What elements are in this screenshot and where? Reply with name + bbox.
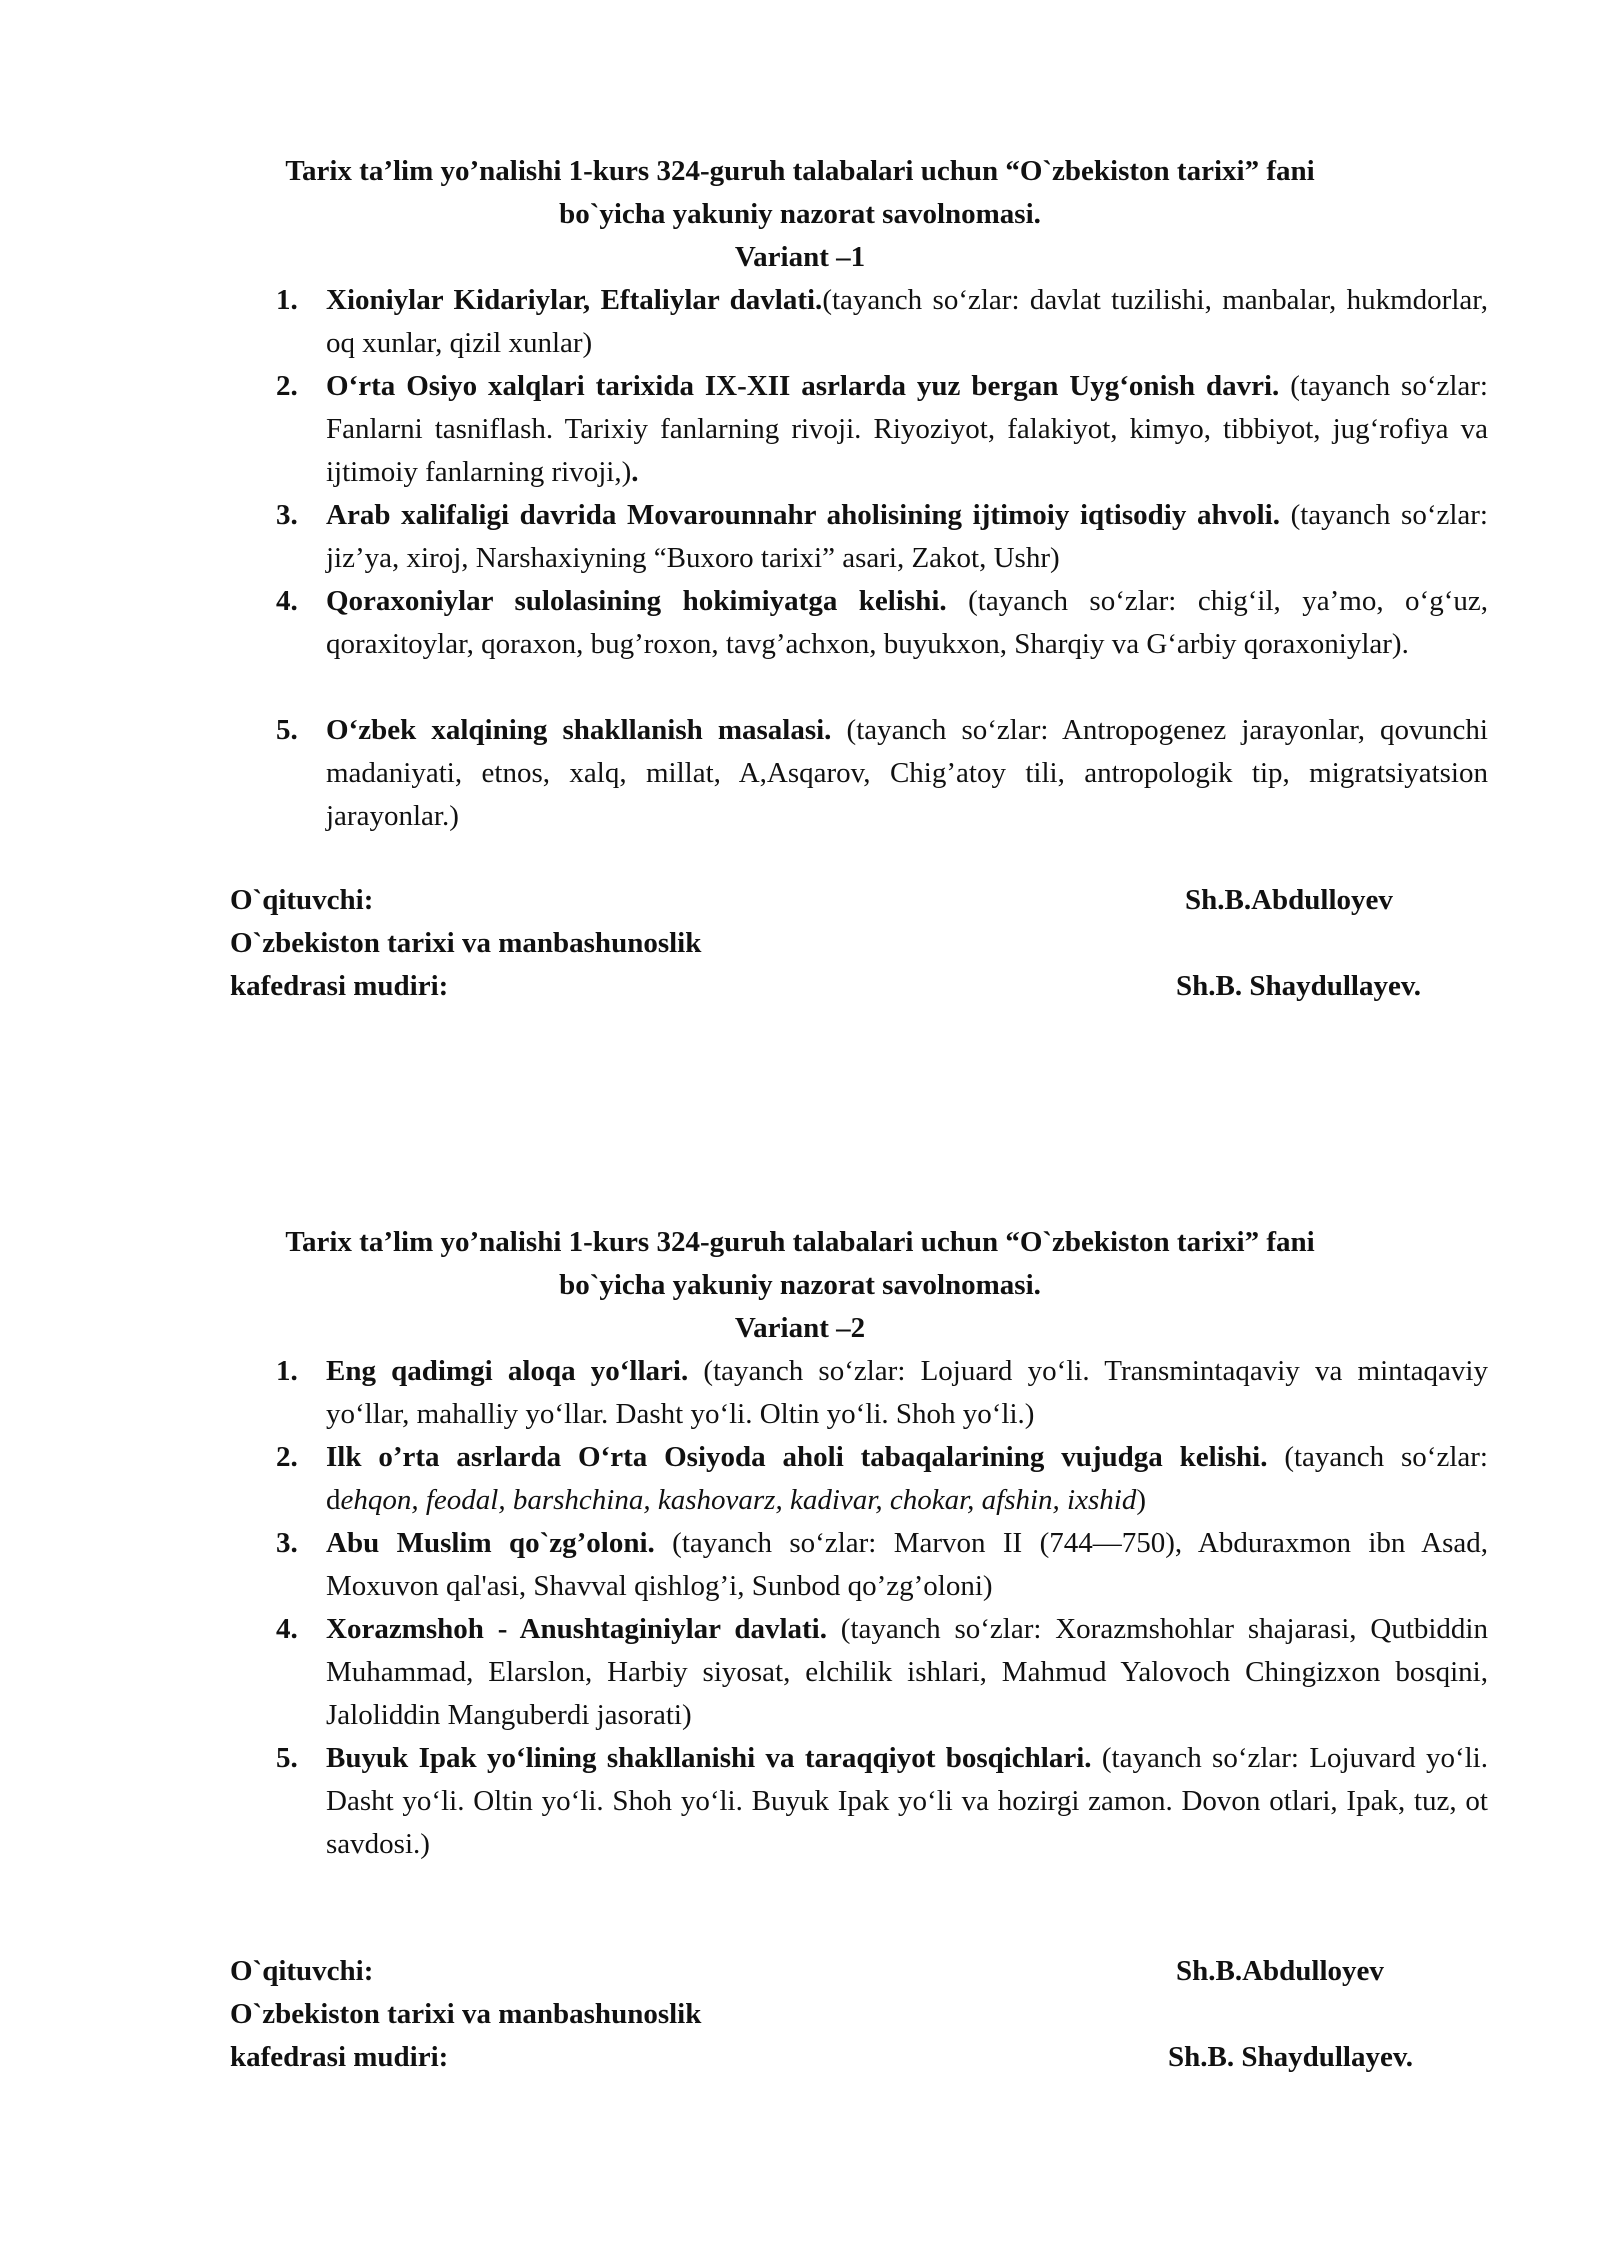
question-title: Abu Muslim qo`zg’oloni. [326, 1527, 655, 1559]
question-item [276, 580, 1488, 666]
question-keywords-end: ) [1136, 1484, 1146, 1516]
question-keywords-italic: ehqon, feodal, barshchina, kashovarz, kadivar, chokar, afshin, ixshid [340, 1484, 1137, 1516]
question-item [276, 494, 1488, 580]
question-title: Eng qadimgi aloqa yo‘llari. [326, 1355, 689, 1387]
question-number: 2. [276, 370, 298, 402]
head-name: Sh.B. Shaydullayev. [1176, 970, 1421, 1002]
question-number: 2. [276, 1441, 298, 1473]
department-label: O`zbekiston tarixi va manbashunoslik [230, 1998, 702, 2030]
variant-2-header [0, 1221, 1600, 1350]
question-keywords: (tayanch so‘zlar: d [326, 1441, 1488, 1516]
header-line-1: Tarix ta’lim yo’nalishi 1-kurs 324-guruh talabalari uchun “O`zbekiston tarixi” fani [285, 1226, 1315, 1258]
question-keywords: (tayanch so‘zlar: chig‘il, ya’mo, o‘g‘uz, qoraxitoylar, qoraxon, bug’roxon, tavg’achxon, buyukxon, Sharqiy va G‘arbiy qoraxoniylar). [326, 585, 1488, 660]
question-keywords: (tayanch so‘zlar: Lojuard yo‘li. Transmintaqaviy va mintaqaviy yo‘llar, mahalliy yo‘llar. Dasht yo‘li. Oltin yo‘li. Shoh yo‘li.) [326, 1355, 1488, 1430]
header-line-2: bo`yicha yakuniy nazorat savolnomasi. [559, 1269, 1041, 1301]
question-item [276, 1522, 1488, 1608]
teacher-label: O`qituvchi: [230, 1955, 374, 1987]
header-line-2: bo`yicha yakuniy nazorat savolnomasi. [559, 198, 1041, 230]
variant-1-header [0, 150, 1600, 279]
variant-label: Variant –1 [734, 241, 866, 273]
question-title: O‘rta Osiyo xalqlari tarixida IX-XII asrlarda yuz bergan Uyg‘onish davri. [326, 370, 1280, 402]
question-number: 4. [276, 1613, 298, 1645]
head-label: kafedrasi mudiri: [230, 2041, 449, 2073]
teacher-name: Sh.B.Abdulloyev [1176, 1955, 1384, 1987]
question-number: 4. [276, 585, 298, 617]
question-item [276, 1608, 1488, 1737]
head-label: kafedrasi mudiri: [230, 970, 449, 1002]
question-title: Arab xalifaligi davrida Movarounnahr aholisining ijtimoiy iqtisodiy ahvoli. [326, 499, 1280, 531]
question-number: 1. [276, 284, 298, 316]
question-item [276, 1737, 1488, 1866]
question-item [276, 1350, 1488, 1436]
question-keywords: (tayanch so‘zlar: davlat tuzilishi, manbalar, hukmdorlar, oq xunlar, qizil xunlar) [326, 284, 1489, 359]
header-line-1: Tarix ta’lim yo’nalishi 1-kurs 324-guruh talabalari uchun “O`zbekiston tarixi” fani [285, 155, 1315, 187]
question-title: O‘zbek xalqining shakllanish masalasi. [326, 714, 832, 746]
question-keywords: (tayanch so‘zlar: Fanlarni tasniflash. Tarixiy fanlarning rivoji. Riyoziyot, falakiyot, kimyo, tibbiyot, jug‘rofiya va ijtimoiy fanlarning rivoji,) [326, 370, 1488, 488]
question-title: Qoraxoniylar sulolasining hokimiyatga kelishi. [326, 585, 947, 617]
question-keywords: (tayanch so‘zlar: Antropogenez jarayonlar, qovunchi madaniyati, etnos, xalq, millat, A,Asqarov, Chig’atoy tili, antropologik tip, migratsiyatsion jarayonlar.) [326, 714, 1488, 832]
question-number: 3. [276, 1527, 298, 1559]
question-number: 5. [276, 714, 298, 746]
question-keywords: (tayanch so‘zlar: Lojuvard yo‘li. Dasht yo‘li. Oltin yo‘li. Shoh yo‘li. Buyuk Ipak yo‘li va hozirgi zamon. Dovon otlari, Ipak, tuz, ot savdosi.) [326, 1742, 1488, 1860]
variant-label: Variant –2 [734, 1312, 866, 1344]
question-keywords: (tayanch so‘zlar: Xorazmshohlar shajarasi, Qutbiddin Muhammad, Elarslon, Harbiy siyosat, elchilik ishlari, Mahmud Yalovoch Chingizxon bosqini, Jaloliddin Manguberdi jasorati) [326, 1613, 1488, 1731]
question-item [276, 709, 1488, 838]
question-keywords: (tayanch so‘zlar: Marvon II (744—750), Abduraxmon ibn Asad, Moxuvon qal'asi, Shavval qishlog’i, Sunbod qo’zg’oloni) [326, 1527, 1488, 1602]
teacher-label: O`qituvchi: [230, 884, 374, 916]
question-number: 1. [276, 1355, 298, 1387]
question-title: Xioniylar Kidariylar, Eftaliylar davlati. [326, 284, 823, 316]
question-number: 5. [276, 1742, 298, 1774]
teacher-name: Sh.B.Abdulloyev [1185, 884, 1393, 916]
question-title: Buyuk Ipak yo‘lining shakllanishi va taraqqiyot bosqichlari. [326, 1742, 1092, 1774]
question-tail: . [631, 456, 639, 488]
question-item [276, 1436, 1488, 1522]
question-item [276, 279, 1489, 365]
question-title: Xorazmshoh - Anushtaginiylar davlati. [326, 1613, 827, 1645]
department-label: O`zbekiston tarixi va manbashunoslik [230, 927, 702, 959]
head-name: Sh.B. Shaydullayev. [1168, 2041, 1413, 2073]
question-item [276, 365, 1488, 494]
question-title: Ilk o’rta asrlarda O‘rta Osiyoda aholi tabaqalarining vujudga kelishi. [326, 1441, 1268, 1473]
question-keywords: (tayanch so‘zlar: jiz’ya, xiroj, Narshaxiyning “Buxoro tarixi” asari, Zakot, Ushr) [326, 499, 1488, 574]
question-number: 3. [276, 499, 298, 531]
